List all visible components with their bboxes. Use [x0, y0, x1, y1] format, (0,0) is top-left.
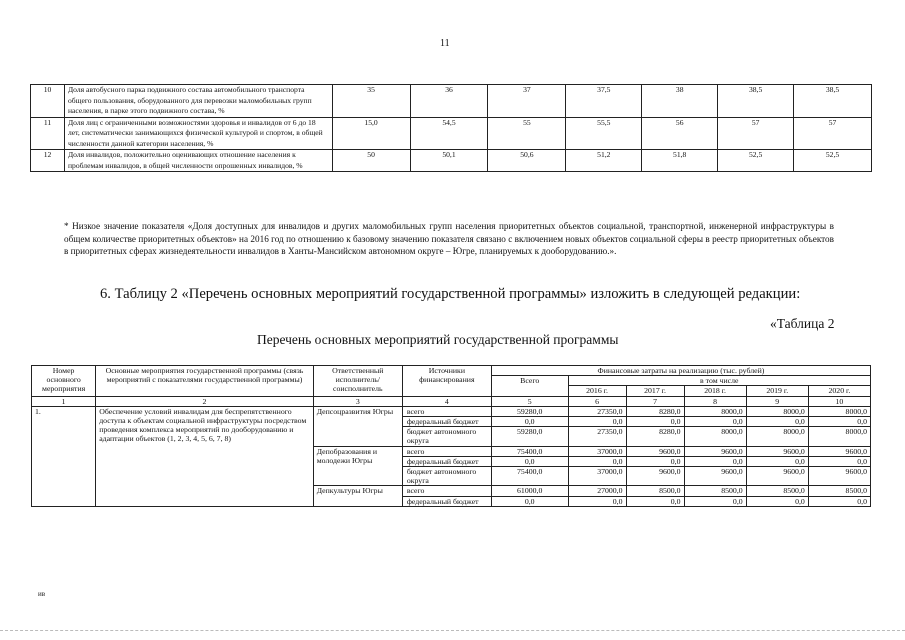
cost-value: 0,0 — [684, 456, 746, 466]
cost-value: 8000,0 — [684, 406, 746, 416]
cost-value: 0,0 — [626, 496, 684, 506]
cost-value: 9600,0 — [626, 467, 684, 486]
funding-source: всего — [402, 446, 491, 456]
cost-value: 9600,0 — [746, 467, 808, 486]
cost-value: 8000,0 — [808, 427, 870, 446]
cost-value: 9600,0 — [808, 467, 870, 486]
cost-value: 61000,0 — [491, 486, 568, 496]
indicator-value: 57 — [718, 117, 794, 150]
cost-value: 0,0 — [808, 456, 870, 466]
indicator-value: 37,5 — [566, 85, 642, 118]
cost-value: 0,0 — [746, 456, 808, 466]
cost-value: 8500,0 — [746, 486, 808, 496]
indicator-number: 12 — [31, 150, 65, 172]
indicator-value: 56 — [642, 117, 718, 150]
cost-value: 0,0 — [568, 417, 626, 427]
cost-value: 0,0 — [491, 456, 568, 466]
funding-source: бюджет автономного округа — [402, 467, 491, 486]
header-column-number: 5 — [491, 396, 568, 406]
header-year: 2017 г. — [626, 386, 684, 396]
header-column-number: 1 — [32, 396, 96, 406]
cost-value: 0,0 — [491, 496, 568, 506]
page-number: 11 — [440, 38, 450, 49]
cost-value: 8280,0 — [626, 427, 684, 446]
cost-value: 0,0 — [746, 417, 808, 427]
header-responsible: Ответственный исполнитель/соисполнитель — [313, 366, 402, 397]
measure-number: 1. — [32, 406, 96, 506]
cost-value: 27350,0 — [568, 406, 626, 416]
cost-value: 0,0 — [491, 417, 568, 427]
indicator-value: 50 — [332, 150, 410, 172]
cost-value: 8500,0 — [626, 486, 684, 496]
header-column-number: 4 — [402, 396, 491, 406]
indicator-value: 51,2 — [566, 150, 642, 172]
cost-value: 0,0 — [684, 496, 746, 506]
indicator-value: 57 — [794, 117, 872, 150]
table-label: «Таблица 2 — [770, 316, 835, 331]
header-column-number: 3 — [313, 396, 402, 406]
cost-value: 0,0 — [808, 496, 870, 506]
header-measures: Основные мероприятия государственной программы (связь мероприятий с показателями государственной программы) — [96, 366, 314, 397]
header-total: Всего — [491, 376, 568, 396]
indicator-text: Доля автобусного парка подвижного состава автомобильного транспорта общего пользования, оборудованного для перевозки маломобильных групп населения, в парке этого подвижного состава, % — [64, 85, 332, 118]
measures-table — [31, 365, 871, 507]
indicator-value: 50,6 — [488, 150, 566, 172]
cost-value: 8500,0 — [808, 486, 870, 496]
header-column-number: 9 — [746, 396, 808, 406]
header-including: в том числе — [568, 376, 870, 386]
measure-text: Обеспечение условий инвалидам для беспрепятственного доступа к объектам социальной инфраструктуры посредством проведения комплекса мероприятий по дооборудованию и адаптации объектов (1, 2, 3, 4, 5, 6, 7, 8) — [96, 406, 314, 506]
cost-value: 8000,0 — [808, 406, 870, 416]
funding-source: федеральный бюджет — [402, 496, 491, 506]
funding-source: бюджет автономного округа — [402, 427, 491, 446]
section-heading: 6. Таблицу 2 «Перечень основных мероприятий государственной программы» изложить в следующей редакции: — [100, 286, 801, 302]
header-year: 2019 г. — [746, 386, 808, 396]
header-column-number: 10 — [808, 396, 870, 406]
cost-value: 0,0 — [746, 496, 808, 506]
cost-value: 27350,0 — [568, 427, 626, 446]
header-column-number: 2 — [96, 396, 314, 406]
cost-value: 27000,0 — [568, 486, 626, 496]
cost-value: 8280,0 — [626, 406, 684, 416]
indicators-table — [30, 84, 872, 172]
cost-value: 0,0 — [808, 417, 870, 427]
header-column-number: 8 — [684, 396, 746, 406]
indicator-value: 55,5 — [566, 117, 642, 150]
cost-value: 59280,0 — [491, 427, 568, 446]
cost-value: 9600,0 — [746, 446, 808, 456]
cost-value: 9600,0 — [626, 446, 684, 456]
scan-edge-line — [0, 630, 905, 631]
cost-value: 8000,0 — [746, 427, 808, 446]
header-column-number: 6 — [568, 396, 626, 406]
cost-value: 0,0 — [568, 456, 626, 466]
indicator-number: 10 — [31, 85, 65, 118]
indicator-value: 51,8 — [642, 150, 718, 172]
cost-value: 37000,0 — [568, 467, 626, 486]
header-year: 2020 г. — [808, 386, 870, 396]
header-year: 2018 г. — [684, 386, 746, 396]
indicator-value: 55 — [488, 117, 566, 150]
cost-value: 37000,0 — [568, 446, 626, 456]
indicator-row — [31, 85, 872, 118]
header-column-number: 7 — [626, 396, 684, 406]
indicator-text: Доля инвалидов, положительно оценивающих отношение населения к проблемам инвалидов, в общей численности опрошенных инвалидов, % — [64, 150, 332, 172]
table-title: Перечень основных мероприятий государственной программы — [257, 332, 619, 347]
funding-source: всего — [402, 486, 491, 496]
table-row — [32, 406, 871, 416]
indicator-row — [31, 150, 872, 172]
cost-value: 8500,0 — [684, 486, 746, 496]
indicator-value: 35 — [332, 85, 410, 118]
indicator-value: 52,5 — [794, 150, 872, 172]
funding-source: федеральный бюджет — [402, 417, 491, 427]
indicator-value: 38 — [642, 85, 718, 118]
cost-value: 0,0 — [684, 417, 746, 427]
cost-value: 9600,0 — [684, 467, 746, 486]
indicator-value: 38,5 — [794, 85, 872, 118]
indicator-value: 52,5 — [718, 150, 794, 172]
cost-value: 0,0 — [626, 417, 684, 427]
header-costs: Финансовые затраты на реализацию (тыс. рублей) — [491, 366, 870, 376]
cost-value: 59280,0 — [491, 406, 568, 416]
cost-value: 8000,0 — [684, 427, 746, 446]
cost-value: 8000,0 — [746, 406, 808, 416]
indicator-number: 11 — [31, 117, 65, 150]
indicator-value: 36 — [410, 85, 488, 118]
indicator-value: 50,1 — [410, 150, 488, 172]
executor: Депсоцразвития Югры — [313, 406, 402, 446]
indicator-row — [31, 117, 872, 150]
footnote: * Низкое значение показателя «Доля доступных для инвалидов и других маломобильных групп населения приоритетных объектов социальной, транспортной, инженерной инфраструктуры в общем количестве приоритетных объектов» на 2016 год по отношению к базовому значению показателя связано с включением новых объектов социальной сферы в реестр приоритетных объектов в приоритетных сферах жизнедеятельности инвалидов в Ханты-Мансийском автономном округе – Югре, планируемых к дооборудованию.». — [64, 221, 834, 256]
header-number: Номер основного мероприятия — [32, 366, 96, 397]
funding-source: всего — [402, 406, 491, 416]
header-year: 2016 г. — [568, 386, 626, 396]
executor: Депобразования и молодежи Югры — [313, 446, 402, 486]
cost-value: 0,0 — [568, 496, 626, 506]
funding-source: федеральный бюджет — [402, 456, 491, 466]
indicator-value: 37 — [488, 85, 566, 118]
cost-value: 75400,0 — [491, 467, 568, 486]
indicator-value: 54,5 — [410, 117, 488, 150]
cost-value: 75400,0 — [491, 446, 568, 456]
cost-value: 9600,0 — [808, 446, 870, 456]
indicator-value: 15,0 — [332, 117, 410, 150]
cost-value: 9600,0 — [684, 446, 746, 456]
cost-value: 0,0 — [626, 456, 684, 466]
executor: Депкультуры Югры — [313, 486, 402, 506]
indicator-text: Доля лиц с ограниченными возможностями здоровья и инвалидов от 6 до 18 лет, систематически занимающихся физической культурой и спортом, в общей численности данной категории населения, % — [64, 117, 332, 150]
indicator-value: 38,5 — [718, 85, 794, 118]
initials: ив — [38, 590, 46, 598]
header-sources: Источники финансирования — [402, 366, 491, 397]
